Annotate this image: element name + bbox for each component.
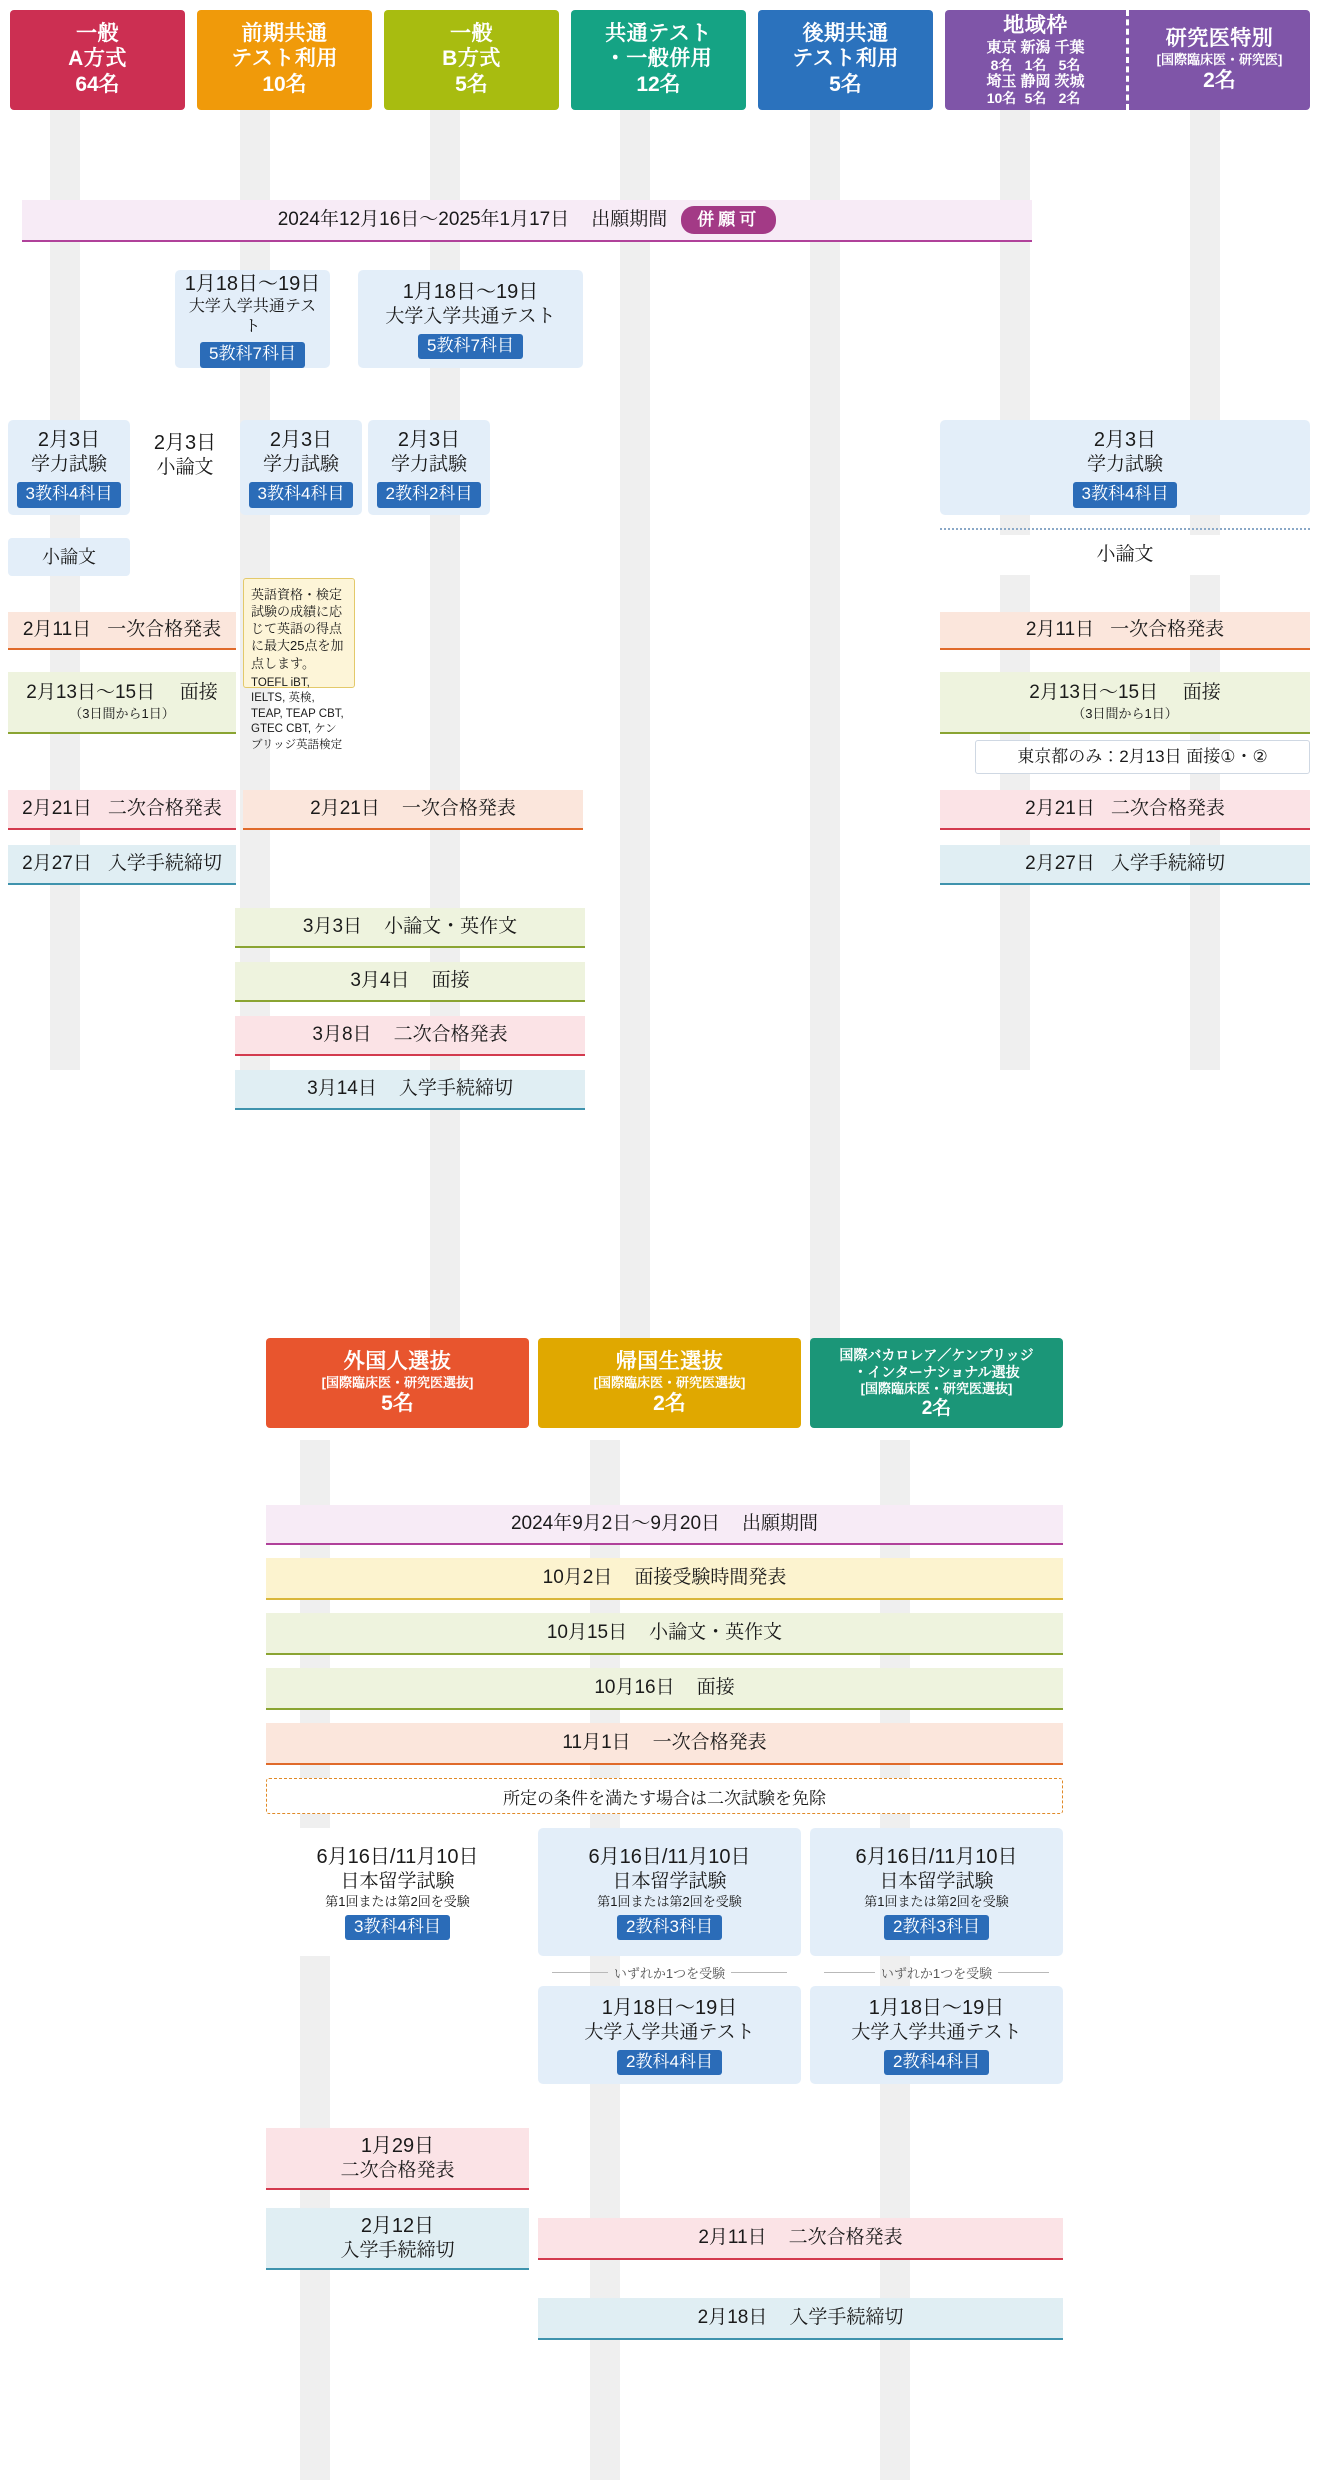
feb3-a-date: 2月3日 bbox=[37, 429, 101, 452]
bar-feb21-middle[interactable] bbox=[243, 790, 583, 830]
common-test-right-date: 1月18日〜19日 bbox=[402, 280, 539, 303]
bar-feb13-right[interactable] bbox=[940, 672, 1310, 734]
header-kenkyui-capacity: 2名 bbox=[1203, 69, 1236, 93]
bar-feb11-left[interactable] bbox=[8, 612, 236, 650]
box-s2-common-test-kikokusei[interactable] bbox=[538, 1986, 801, 2084]
feb13-left-date: 2月13日〜15日 bbox=[26, 682, 156, 704]
s2-oct16-label: 面接 bbox=[696, 1677, 735, 1699]
bar-s2-feb12[interactable] bbox=[266, 2208, 529, 2270]
s2-feb11-date: 2月11日 bbox=[698, 2227, 767, 2249]
eju-c-name: 日本留学試験 bbox=[879, 1870, 994, 1892]
note-english-body: TOEFL iBT, IELTS, 英検, TEAP, TEAP CBT, GTEC CBT, ケンブリッジ英語検定 bbox=[251, 676, 344, 751]
bar-s2-feb18[interactable] bbox=[538, 2298, 1063, 2340]
region-name-niigata: 新潟 bbox=[1020, 39, 1051, 57]
header-ippan-a-line2: A方式 bbox=[68, 46, 127, 70]
header-gaikokujin-sub: [国際臨床医・研究医選抜] bbox=[321, 1374, 474, 1390]
header-gaikokujin-capacity: 5名 bbox=[381, 1392, 414, 1416]
region-num-ibaraki: 2名 bbox=[1058, 89, 1081, 106]
note-english-head: 英語資格・検定試験の成績に応じて英語の得点に最大25点を加点します。 bbox=[251, 587, 344, 671]
s2-feb18-label: 入学手続締切 bbox=[789, 2307, 904, 2329]
s2-feb12-label: 入学手続締切 bbox=[340, 2239, 455, 2261]
header-kyotsu-heiyo-capacity: 12名 bbox=[636, 73, 681, 97]
header-ippan-b-capacity: 5名 bbox=[455, 73, 488, 97]
bar-mar3[interactable] bbox=[235, 908, 585, 948]
eju-b-subjects: 2教科3科目 bbox=[617, 1915, 722, 1940]
header-zenki-kyotsu[interactable] bbox=[197, 10, 372, 110]
shoronbun-left-label: 小論文 bbox=[42, 546, 96, 567]
eju-b-date: 6月16日/11月10日 bbox=[588, 1845, 751, 1868]
feb21-right-label: 二次合格発表 bbox=[1110, 798, 1225, 820]
header-zenki-kyotsu-line2: テスト利用 bbox=[231, 46, 338, 70]
header-ippan-b-line1: 一般 bbox=[450, 22, 493, 46]
region-name-tokyo: 東京 bbox=[986, 39, 1017, 57]
s2-oct16-date: 10月16日 bbox=[594, 1677, 675, 1699]
divider-dotted-right bbox=[940, 528, 1310, 530]
header-koki-kyotsu[interactable] bbox=[758, 10, 933, 110]
header-ippan-b-line2: B方式 bbox=[442, 46, 501, 70]
common-test-left-name: 大学入学共通テスト bbox=[188, 297, 317, 336]
mar4-label: 面接 bbox=[431, 970, 470, 992]
eju-a-date: 6月16日/11月10日 bbox=[316, 1845, 479, 1868]
common-test-right-subjects: 5教科7科目 bbox=[418, 334, 523, 359]
feb27-right-date: 2月27日 bbox=[1025, 853, 1095, 875]
region-name-shizuoka: 静岡 bbox=[1020, 72, 1051, 90]
feb13-right-note: （3日間から1日） bbox=[1072, 705, 1178, 721]
s2-oct15-label: 小論文・英作文 bbox=[649, 1622, 783, 1644]
eju-c-date: 6月16日/11月10日 bbox=[855, 1845, 1018, 1868]
header-ippan-b[interactable] bbox=[384, 10, 559, 110]
feb13-left-label: 面接 bbox=[179, 682, 218, 704]
common-test-left-date: 1月18日〜19日 bbox=[184, 272, 321, 295]
bar-mar4[interactable] bbox=[235, 962, 585, 1002]
feb11-right-date: 2月11日 bbox=[1025, 619, 1095, 641]
header-ib-line1: 国際バカロレア／ケンブリッジ bbox=[839, 1346, 1034, 1363]
shoronbun-right-label: 小論文 bbox=[1096, 544, 1154, 566]
bar-s2-feb11[interactable] bbox=[538, 2218, 1063, 2260]
box-common-test-right[interactable] bbox=[358, 270, 583, 368]
feb27-left-label: 入学手続締切 bbox=[107, 853, 222, 875]
feb11-left-date: 2月11日 bbox=[22, 619, 92, 641]
eju-a-subjects: 3教科4科目 bbox=[345, 1915, 450, 1940]
header-kikokusei-capacity: 2名 bbox=[653, 1392, 686, 1416]
box-feb3-gakuryoku-d[interactable] bbox=[368, 420, 490, 515]
s2-application-period-date: 2024年9月2日〜9月20日 bbox=[510, 1513, 721, 1535]
s2-feb12-date: 2月12日 bbox=[360, 2214, 435, 2237]
region-name-chiba: 千葉 bbox=[1054, 39, 1085, 57]
feb21-middle-date: 2月21日 bbox=[310, 798, 380, 820]
mar3-date: 3月3日 bbox=[302, 916, 363, 938]
box-eju-kikokusei[interactable] bbox=[538, 1828, 801, 1956]
feb3-b-name: 小論文 bbox=[156, 456, 214, 478]
box-feb3-gakuryoku-c[interactable] bbox=[240, 420, 362, 515]
label-either-one-kikokusei bbox=[546, 1962, 793, 1982]
feb27-left-date: 2月27日 bbox=[22, 853, 92, 875]
bar-feb21-right[interactable] bbox=[940, 790, 1310, 830]
bar-feb21-left[interactable] bbox=[8, 790, 236, 830]
feb21-left-date: 2月21日 bbox=[22, 798, 92, 820]
header-koki-kyotsu-line1: 後期共通 bbox=[802, 22, 889, 46]
label-either-one-ib bbox=[818, 1962, 1055, 1982]
header-ib-capacity: 2名 bbox=[921, 1398, 952, 1420]
region-name-ibaraki: 茨城 bbox=[1054, 72, 1085, 90]
header-kenkyui-sub: [国際臨床医・研究医] bbox=[1156, 51, 1283, 67]
status-badge-heigan: 併願可 bbox=[681, 206, 776, 233]
mar3-label: 小論文・英作文 bbox=[384, 916, 518, 938]
header-zenki-kyotsu-line1: 前期共通 bbox=[241, 22, 328, 46]
eju-a-note: 第1回または第2回を受験 bbox=[325, 1894, 470, 1910]
header-ippan-a[interactable] bbox=[10, 10, 185, 110]
bar-feb27-left[interactable] bbox=[8, 845, 236, 885]
header-gaikokujin[interactable] bbox=[266, 1338, 529, 1428]
feb3-a-subjects: 3教科4科目 bbox=[17, 482, 122, 507]
header-kenkyui[interactable] bbox=[1129, 10, 1310, 110]
region-num-saitama: 10名 bbox=[986, 89, 1017, 106]
either-one-kikokusei-text: いずれか1つを受験 bbox=[613, 1965, 726, 1981]
header-gaikokujin-title: 外国人選抜 bbox=[343, 1349, 452, 1373]
s2-oct2-label: 面接受験時間発表 bbox=[634, 1567, 787, 1589]
feb11-right-label: 一次合格発表 bbox=[1110, 619, 1225, 641]
feb3-b-date: 2月3日 bbox=[153, 431, 217, 454]
bar-feb11-right[interactable] bbox=[940, 612, 1310, 650]
s2-oct2-date: 10月2日 bbox=[542, 1567, 613, 1589]
header-ib-sub: [国際臨床医・研究医選抜] bbox=[860, 1381, 1013, 1397]
region-num-tokyo: 8名 bbox=[990, 56, 1013, 73]
mar4-date: 3月4日 bbox=[350, 970, 410, 992]
feb3-c-name: 学力試験 bbox=[262, 454, 339, 476]
mar14-date: 3月14日 bbox=[307, 1078, 377, 1100]
s2-feb18-date: 2月18日 bbox=[697, 2307, 768, 2329]
s2-oct15-date: 10月15日 bbox=[546, 1622, 628, 1644]
s2-application-period-label: 出願期間 bbox=[742, 1513, 819, 1535]
s2-nov1-date: 11月1日 bbox=[562, 1732, 631, 1754]
s2-jan29-label: 二次合格発表 bbox=[340, 2159, 455, 2181]
header-koki-kyotsu-capacity: 5名 bbox=[829, 73, 862, 97]
header-chiiki-regions bbox=[986, 39, 1084, 106]
feb13-right-label: 面接 bbox=[1182, 682, 1221, 704]
eju-b-note: 第1回または第2回を受験 bbox=[597, 1894, 742, 1910]
header-ib-line2: ・インターナショナル選抜 bbox=[853, 1363, 1020, 1380]
box-feb3-gakuryoku-a[interactable] bbox=[8, 420, 130, 515]
bar-s2-oct2[interactable] bbox=[266, 1558, 1063, 1600]
region-num-chiba: 5名 bbox=[1058, 56, 1081, 73]
header-kikokusei[interactable] bbox=[538, 1338, 801, 1428]
s2-ct-c-date: 1月18日〜19日 bbox=[868, 1996, 1005, 2019]
either-one-ib-text: いずれか1つを受験 bbox=[880, 1965, 993, 1981]
feb3-e-subjects: 3教科4科目 bbox=[1073, 482, 1178, 507]
header-kyotsu-heiyo-line2: ・一般併用 bbox=[604, 46, 713, 70]
bar-s2-application-period[interactable] bbox=[266, 1505, 1063, 1545]
header-ib-cambridge[interactable] bbox=[810, 1338, 1063, 1428]
feb21-middle-label: 一次合格発表 bbox=[401, 798, 516, 820]
header-kikokusei-title: 帰国生選抜 bbox=[615, 1349, 724, 1373]
track-col7 bbox=[1190, 110, 1220, 1070]
header-kikokusei-sub: [国際臨床医・研究医選抜] bbox=[593, 1374, 746, 1390]
feb3-d-name: 学力試験 bbox=[390, 454, 467, 476]
feb3-d-subjects: 2教科2科目 bbox=[377, 482, 482, 507]
feb3-e-date: 2月3日 bbox=[1093, 429, 1157, 452]
feb13-right-date: 2月13日〜15日 bbox=[1029, 682, 1159, 704]
region-num-niigata: 1名 bbox=[1024, 56, 1047, 73]
common-test-left-subjects: 5教科7科目 bbox=[200, 342, 305, 367]
eju-c-subjects: 2教科3科目 bbox=[884, 1915, 989, 1940]
tokyo-only-label: 東京都のみ：2月13日 面接①・② bbox=[1017, 747, 1268, 767]
feb21-left-label: 二次合格発表 bbox=[107, 798, 222, 820]
feb3-d-date: 2月3日 bbox=[397, 429, 461, 452]
track-col1 bbox=[50, 110, 80, 1070]
s2-jan29-date: 1月29日 bbox=[360, 2134, 435, 2157]
region-name-saitama: 埼玉 bbox=[986, 72, 1017, 90]
header-chiiki-title: 地域枠 bbox=[1003, 13, 1068, 37]
s2-ct-b-subjects: 2教科4科目 bbox=[617, 2050, 722, 2075]
eju-c-note: 第1回または第2回を受験 bbox=[864, 1894, 1009, 1910]
feb13-left-note: （3日間から1日） bbox=[69, 705, 175, 721]
track-col6 bbox=[1000, 110, 1030, 1070]
bar-application-period[interactable] bbox=[22, 200, 1032, 242]
eju-a-name: 日本留学試験 bbox=[340, 1870, 455, 1892]
box-feb3-gakuryoku-e[interactable] bbox=[940, 420, 1310, 515]
exemption-note-label: 所定の条件を満たす場合は二次試験を免除 bbox=[503, 1788, 826, 1808]
region-num-shizuoka: 5名 bbox=[1024, 89, 1047, 106]
box-feb3-shoronbun[interactable] bbox=[135, 420, 235, 490]
box-eju-ib[interactable] bbox=[810, 1828, 1063, 1956]
mar8-label: 二次合格発表 bbox=[393, 1024, 508, 1046]
application-period-label: 出願期間 bbox=[591, 209, 668, 231]
s2-nov1-label: 一次合格発表 bbox=[652, 1732, 767, 1754]
common-test-right-name: 大学入学共通テスト bbox=[385, 305, 556, 327]
eju-b-name: 日本留学試験 bbox=[612, 1870, 727, 1892]
s2-feb11-label: 二次合格発表 bbox=[788, 2227, 903, 2249]
feb21-right-date: 2月21日 bbox=[1025, 798, 1095, 820]
header-chiiki[interactable] bbox=[945, 10, 1129, 110]
s2-ct-c-subjects: 2教科4科目 bbox=[884, 2050, 989, 2075]
header-ippan-a-line1: 一般 bbox=[76, 22, 119, 46]
box-exemption-note[interactable] bbox=[266, 1778, 1063, 1814]
bar-s2-nov1[interactable] bbox=[266, 1723, 1063, 1765]
feb11-left-label: 一次合格発表 bbox=[107, 619, 222, 641]
header-ippan-a-capacity: 64名 bbox=[75, 73, 120, 97]
feb3-c-date: 2月3日 bbox=[269, 429, 333, 452]
feb27-right-label: 入学手続締切 bbox=[1110, 853, 1225, 875]
bar-mar14[interactable] bbox=[235, 1070, 585, 1110]
bar-mar8[interactable] bbox=[235, 1016, 585, 1056]
header-zenki-kyotsu-capacity: 10名 bbox=[262, 73, 307, 97]
header-chiiki-kenkyui[interactable] bbox=[945, 10, 1310, 110]
header-koki-kyotsu-line2: テスト利用 bbox=[792, 46, 899, 70]
mar14-label: 入学手続締切 bbox=[398, 1078, 513, 1100]
box-common-test-left[interactable] bbox=[175, 270, 330, 368]
s2-ct-c-name: 大学入学共通テスト bbox=[851, 2021, 1022, 2043]
bar-s2-oct16[interactable] bbox=[266, 1668, 1063, 1710]
bar-feb27-right[interactable] bbox=[940, 845, 1310, 885]
box-s2-common-test-ib[interactable] bbox=[810, 1986, 1063, 2084]
bar-tokyo-only[interactable] bbox=[975, 740, 1310, 774]
feb3-c-subjects: 3教科4科目 bbox=[249, 482, 354, 507]
s2-ct-b-date: 1月18日〜19日 bbox=[601, 1996, 738, 2019]
box-eju-gaikokujin[interactable] bbox=[266, 1828, 529, 1956]
header-kyotsu-heiyo[interactable] bbox=[571, 10, 746, 110]
bar-s2-jan29[interactable] bbox=[266, 2128, 529, 2190]
track-col5 bbox=[810, 110, 840, 1340]
bar-s2-oct15[interactable] bbox=[266, 1613, 1063, 1655]
track-col4 bbox=[620, 110, 650, 1340]
bar-shoronbun-left[interactable] bbox=[8, 538, 130, 576]
bar-shoronbun-right[interactable] bbox=[940, 535, 1310, 575]
application-period-date: 2024年12月16日〜2025年1月17日 bbox=[277, 209, 570, 231]
s2-ct-b-name: 大学入学共通テスト bbox=[584, 2021, 755, 2043]
feb3-a-name: 学力試験 bbox=[30, 454, 107, 476]
mar8-date: 3月8日 bbox=[312, 1024, 372, 1046]
header-kyotsu-heiyo-line1: 共通テスト bbox=[605, 22, 712, 46]
bar-feb13-left[interactable] bbox=[8, 672, 236, 734]
header-kenkyui-title: 研究医特別 bbox=[1165, 26, 1274, 50]
note-english-qualification bbox=[243, 578, 355, 751]
feb3-e-name: 学力試験 bbox=[1086, 454, 1163, 476]
